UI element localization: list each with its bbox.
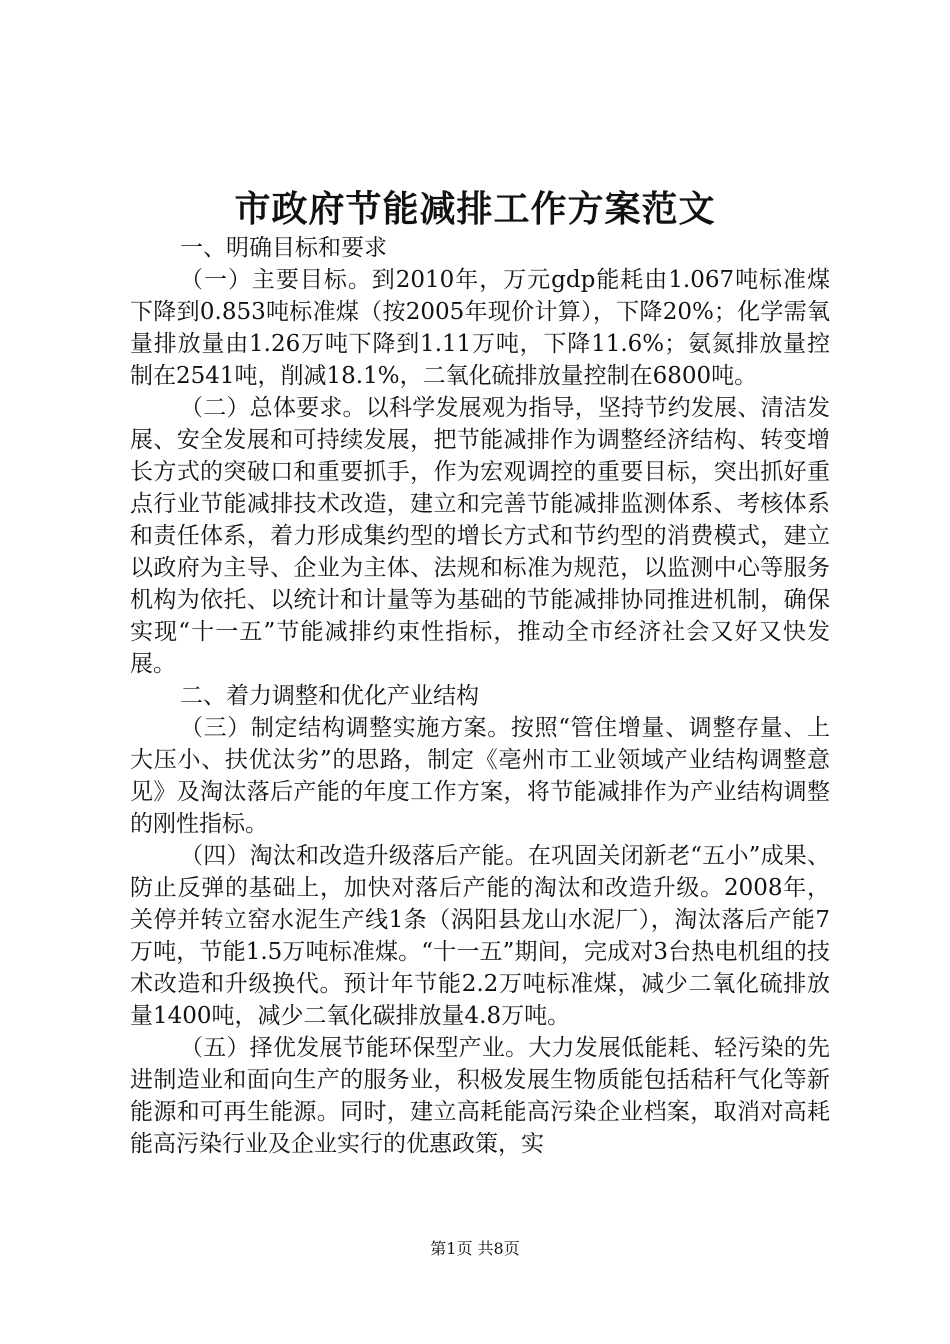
paragraph-general-requirements: （二）总体要求。以科学发展观为指导，坚持节约发展、清洁发展、安全发展和可持续发展，把节能减排作为调整经济结构、转变增长方式的突破口和重要抓手，作为宏观调控的重要目标，突出抓好重点行业节能减排技术改造，建立和完善节能减排监测体系、考核体系和责任体系，着力形成集约型的增长方式和节约型的消费模式，建立以政府为主导、企业为主体、法规和标准为规范，以监测中心等服务机构为依托、以统计和计量等为基础的节能减排协同推进机制，确保实现“十一五”节能减排约束性指标，推动全市经济社会又好又快发展。 xyxy=(130,395,830,677)
section-heading-1: 一、明确目标和要求 xyxy=(180,235,387,261)
paragraph-restructuring-plan: （三）制定结构调整实施方案。按照“管住增量、调整存量、上大压小、扶优汰劣”的思路，制定《亳州市工业领域产业结构调整意见》及淘汰落后产能的年度工作方案，将节能减排作为产业结构调整的刚性指标。 xyxy=(130,715,830,837)
paragraph-green-industry: （五）择优发展节能环保型产业。大力发展低能耗、轻污染的先进制造业和面向生产的服务业，积极发展生物质能包括秸秆气化等新能源和可再生能源。同时，建立高耗能高污染企业档案，取消对高耗能高污染行业及企业实行的优惠政策，实 xyxy=(130,1035,830,1157)
page-footer: 第1页 共8页 xyxy=(430,1239,520,1258)
document-title: 市政府节能减排工作方案范文 xyxy=(234,188,716,230)
paragraph-main-goals: （一）主要目标。到2010年，万元gdp能耗由1.067吨标准煤下降到0.853吨标准煤（按2005年现价计算），下降20%；化学需氧量排放量由1.26万吨下降到1.11万吨，下降11.6%；氨氮排放量控制在2541吨，削减18.1%，二氧化硫排放量控制在6800吨。 xyxy=(130,267,830,389)
document-body xyxy=(130,232,830,1160)
paragraph-eliminate-capacity: （四）淘汰和改造升级落后产能。在巩固关闭新老“五小”成果、防止反弹的基础上，加快对落后产能的淘汰和改造升级。2008年，关停并转立窑水泥生产线1条（涡阳县龙山水泥厂），淘汰落后产能7万吨，节能1.5万吨标准煤。“十一五”期间，完成对3台热电机组的技术改造和升级换代。预计年节能2.2万吨标准煤，减少二氧化硫排放量1400吨，减少二氧化碳排放量4.8万吨。 xyxy=(130,843,830,1029)
section-heading-2: 二、着力调整和优化产业结构 xyxy=(180,683,479,709)
